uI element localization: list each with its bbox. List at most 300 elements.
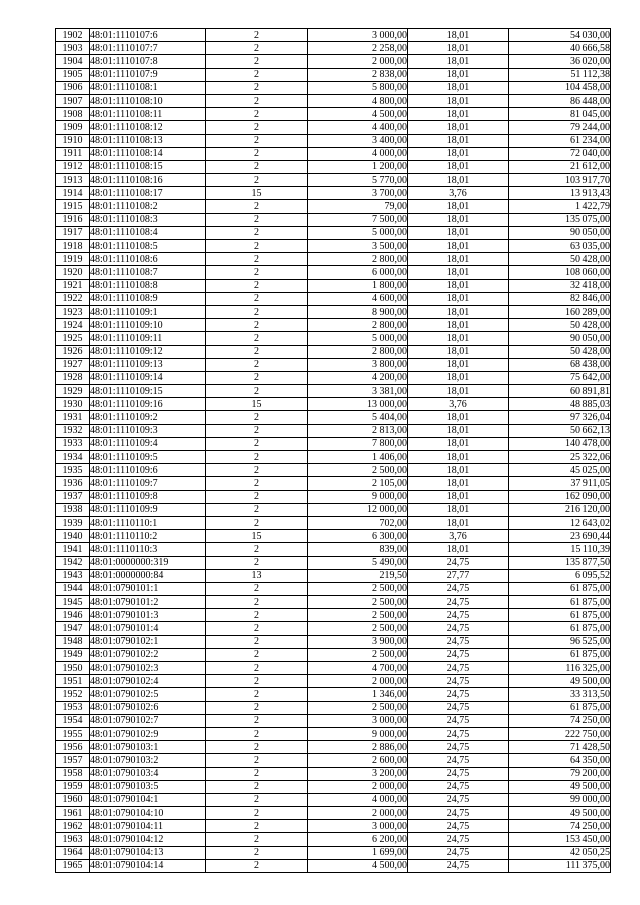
category-cell: 2 (206, 662, 308, 675)
category-cell: 2 (206, 437, 308, 450)
cadastral-number-cell: 48:01:1110108:11 (90, 108, 206, 121)
area-cell: 4 000,00 (308, 793, 408, 806)
value-cell: 54 030,00 (509, 29, 611, 42)
value-cell: 111 375,00 (509, 859, 611, 872)
area-cell: 4 600,00 (308, 292, 408, 305)
row-number-cell: 1961 (56, 807, 90, 820)
row-number-cell: 1952 (56, 688, 90, 701)
row-number-cell: 1960 (56, 793, 90, 806)
area-cell: 5 770,00 (308, 174, 408, 187)
category-cell: 2 (206, 371, 308, 384)
area-cell: 4 200,00 (308, 371, 408, 384)
area-cell: 4 700,00 (308, 662, 408, 675)
value-cell: 162 090,00 (509, 490, 611, 503)
cadastral-number-cell: 48:01:1110109:1 (90, 305, 206, 318)
row-number-cell: 1932 (56, 424, 90, 437)
category-cell: 2 (206, 675, 308, 688)
table-row (56, 727, 611, 740)
area-cell: 3 700,00 (308, 187, 408, 200)
category-cell: 2 (206, 345, 308, 358)
value-cell: 72 040,00 (509, 147, 611, 160)
value-cell: 135 877,50 (509, 556, 611, 569)
category-cell: 2 (206, 582, 308, 595)
category-cell: 2 (206, 147, 308, 160)
area-cell: 9 000,00 (308, 727, 408, 740)
table-row (56, 688, 611, 701)
value-cell: 50 428,00 (509, 253, 611, 266)
row-number-cell: 1963 (56, 833, 90, 846)
row-number-cell: 1950 (56, 662, 90, 675)
cadastral-number-cell: 48:01:1110108:14 (90, 147, 206, 160)
area-cell: 2 258,00 (308, 42, 408, 55)
area-cell: 2 000,00 (308, 780, 408, 793)
rate-cell: 18,01 (408, 451, 509, 464)
row-number-cell: 1908 (56, 108, 90, 121)
rate-cell: 3,76 (408, 530, 509, 543)
area-cell: 1 800,00 (308, 279, 408, 292)
rate-cell: 18,01 (408, 279, 509, 292)
table-row (56, 833, 611, 846)
value-cell: 61 875,00 (509, 701, 611, 714)
cadastral-number-cell: 48:01:1110108:7 (90, 266, 206, 279)
category-cell: 2 (206, 134, 308, 147)
area-cell: 702,00 (308, 516, 408, 529)
rate-cell: 18,01 (408, 516, 509, 529)
cadastral-number-cell: 48:01:1110109:12 (90, 345, 206, 358)
value-cell: 51 112,38 (509, 68, 611, 81)
table-row (56, 464, 611, 477)
area-cell: 3 900,00 (308, 635, 408, 648)
value-cell: 50 428,00 (509, 319, 611, 332)
row-number-cell: 1911 (56, 147, 90, 160)
table-row (56, 662, 611, 675)
cadastral-number-cell: 48:01:1110107:8 (90, 55, 206, 68)
rate-cell: 24,75 (408, 754, 509, 767)
value-cell: 153 450,00 (509, 833, 611, 846)
rate-cell: 18,01 (408, 81, 509, 94)
rate-cell: 24,75 (408, 793, 509, 806)
area-cell: 13 000,00 (308, 398, 408, 411)
rate-cell: 18,01 (408, 332, 509, 345)
cadastral-number-cell: 48:01:0790101:3 (90, 609, 206, 622)
value-cell: 45 025,00 (509, 464, 611, 477)
cadastral-number-cell: 48:01:0790102:4 (90, 675, 206, 688)
category-cell: 2 (206, 55, 308, 68)
rate-cell: 18,01 (408, 385, 509, 398)
area-cell: 1 406,00 (308, 451, 408, 464)
value-cell: 97 326,04 (509, 411, 611, 424)
rate-cell: 24,75 (408, 846, 509, 859)
row-number-cell: 1926 (56, 345, 90, 358)
rate-cell: 18,01 (408, 226, 509, 239)
category-cell: 13 (206, 569, 308, 582)
row-number-cell: 1956 (56, 741, 90, 754)
rate-cell: 18,01 (408, 437, 509, 450)
table-row (56, 160, 611, 173)
row-number-cell: 1903 (56, 42, 90, 55)
table-row (56, 503, 611, 516)
rate-cell: 18,01 (408, 292, 509, 305)
table-row (56, 108, 611, 121)
category-cell: 2 (206, 859, 308, 872)
cadastral-number-cell: 48:01:1110109:7 (90, 477, 206, 490)
table-row (56, 741, 611, 754)
category-cell: 2 (206, 385, 308, 398)
row-number-cell: 1940 (56, 530, 90, 543)
cadastral-number-cell: 48:01:1110109:16 (90, 398, 206, 411)
value-cell: 49 500,00 (509, 780, 611, 793)
value-cell: 86 448,00 (509, 94, 611, 107)
table-row (56, 345, 611, 358)
category-cell: 2 (206, 833, 308, 846)
category-cell: 2 (206, 266, 308, 279)
cadastral-number-cell: 48:01:0790102:3 (90, 662, 206, 675)
value-cell: 61 234,00 (509, 134, 611, 147)
cadastral-number-cell: 48:01:1110108:16 (90, 174, 206, 187)
table-row (56, 55, 611, 68)
row-number-cell: 1914 (56, 187, 90, 200)
table-row (56, 477, 611, 490)
value-cell: 40 666,58 (509, 42, 611, 55)
table-row (56, 451, 611, 464)
row-number-cell: 1954 (56, 714, 90, 727)
cadastral-number-cell: 48:01:0790102:5 (90, 688, 206, 701)
category-cell: 15 (206, 530, 308, 543)
area-cell: 8 900,00 (308, 305, 408, 318)
category-cell: 2 (206, 503, 308, 516)
value-cell: 6 095,52 (509, 569, 611, 582)
area-cell: 2 800,00 (308, 319, 408, 332)
cadastral-value-table (55, 28, 611, 873)
cadastral-number-cell: 48:01:1110108:10 (90, 94, 206, 107)
table-row (56, 490, 611, 503)
cadastral-number-cell: 48:01:0790103:5 (90, 780, 206, 793)
value-cell: 60 891,81 (509, 385, 611, 398)
category-cell: 2 (206, 477, 308, 490)
area-cell: 5 490,00 (308, 556, 408, 569)
cadastral-number-cell: 48:01:0790104:11 (90, 820, 206, 833)
value-cell: 21 612,00 (509, 160, 611, 173)
table-row (56, 385, 611, 398)
row-number-cell: 1959 (56, 780, 90, 793)
table-row (56, 635, 611, 648)
table-row (56, 253, 611, 266)
category-cell: 2 (206, 635, 308, 648)
row-number-cell: 1913 (56, 174, 90, 187)
category-cell: 2 (206, 780, 308, 793)
rate-cell: 18,01 (408, 305, 509, 318)
area-cell: 2 838,00 (308, 68, 408, 81)
rate-cell: 24,75 (408, 780, 509, 793)
table-row (56, 859, 611, 872)
rate-cell: 24,75 (408, 688, 509, 701)
category-cell: 2 (206, 688, 308, 701)
table-row (56, 358, 611, 371)
rate-cell: 24,75 (408, 675, 509, 688)
value-cell: 61 875,00 (509, 622, 611, 635)
category-cell: 2 (206, 490, 308, 503)
table-row (56, 530, 611, 543)
rate-cell: 18,01 (408, 55, 509, 68)
area-cell: 219,50 (308, 569, 408, 582)
category-cell: 2 (206, 807, 308, 820)
rate-cell: 18,01 (408, 358, 509, 371)
category-cell: 2 (206, 279, 308, 292)
value-cell: 116 325,00 (509, 662, 611, 675)
category-cell: 2 (206, 108, 308, 121)
area-cell: 2 000,00 (308, 675, 408, 688)
rate-cell: 18,01 (408, 42, 509, 55)
area-cell: 2 000,00 (308, 807, 408, 820)
cadastral-number-cell: 48:01:1110107:7 (90, 42, 206, 55)
cadastral-number-cell: 48:01:1110108:12 (90, 121, 206, 134)
row-number-cell: 1933 (56, 437, 90, 450)
table-row (56, 701, 611, 714)
row-number-cell: 1941 (56, 543, 90, 556)
rate-cell: 24,75 (408, 635, 509, 648)
rate-cell: 18,01 (408, 29, 509, 42)
category-cell: 2 (206, 451, 308, 464)
table-row (56, 147, 611, 160)
area-cell: 3 500,00 (308, 240, 408, 253)
area-cell: 2 800,00 (308, 253, 408, 266)
table-row (56, 305, 611, 318)
table-row (56, 648, 611, 661)
value-cell: 68 438,00 (509, 358, 611, 371)
area-cell: 2 500,00 (308, 622, 408, 635)
table-row (56, 411, 611, 424)
category-cell: 2 (206, 648, 308, 661)
value-cell: 96 525,00 (509, 635, 611, 648)
rate-cell: 18,01 (408, 490, 509, 503)
row-number-cell: 1917 (56, 226, 90, 239)
table-row (56, 174, 611, 187)
area-cell: 2 000,00 (308, 55, 408, 68)
area-cell: 3 400,00 (308, 134, 408, 147)
cadastral-number-cell: 48:01:1110108:4 (90, 226, 206, 239)
value-cell: 61 875,00 (509, 609, 611, 622)
value-cell: 32 418,00 (509, 279, 611, 292)
rate-cell: 18,01 (408, 477, 509, 490)
table-row (56, 437, 611, 450)
table-row (56, 81, 611, 94)
table-row (56, 187, 611, 200)
value-cell: 90 050,00 (509, 332, 611, 345)
area-cell: 2 500,00 (308, 582, 408, 595)
cadastral-number-cell: 48:01:1110108:9 (90, 292, 206, 305)
value-cell: 82 846,00 (509, 292, 611, 305)
cadastral-number-cell: 48:01:1110107:9 (90, 68, 206, 81)
category-cell: 2 (206, 424, 308, 437)
category-cell: 2 (206, 226, 308, 239)
cadastral-number-cell: 48:01:1110108:5 (90, 240, 206, 253)
table-row (56, 516, 611, 529)
table-row (56, 371, 611, 384)
rate-cell: 18,01 (408, 147, 509, 160)
category-cell: 2 (206, 714, 308, 727)
table-row (56, 582, 611, 595)
category-cell: 2 (206, 68, 308, 81)
row-number-cell: 1948 (56, 635, 90, 648)
cadastral-number-cell: 48:01:0000000:84 (90, 569, 206, 582)
rate-cell: 24,75 (408, 820, 509, 833)
value-cell: 61 875,00 (509, 582, 611, 595)
row-number-cell: 1906 (56, 81, 90, 94)
value-cell: 36 020,00 (509, 55, 611, 68)
area-cell: 4 000,00 (308, 147, 408, 160)
category-cell: 2 (206, 29, 308, 42)
cadastral-number-cell: 48:01:1110109:8 (90, 490, 206, 503)
cadastral-number-cell: 48:01:1110108:8 (90, 279, 206, 292)
value-cell: 75 642,00 (509, 371, 611, 384)
rate-cell: 24,75 (408, 582, 509, 595)
cadastral-number-cell: 48:01:0790104:1 (90, 793, 206, 806)
table-row (56, 266, 611, 279)
table-row (56, 240, 611, 253)
row-number-cell: 1916 (56, 213, 90, 226)
area-cell: 3 800,00 (308, 358, 408, 371)
value-cell: 160 289,00 (509, 305, 611, 318)
value-cell: 79 200,00 (509, 767, 611, 780)
rate-cell: 18,01 (408, 253, 509, 266)
cadastral-number-cell: 48:01:1110108:3 (90, 213, 206, 226)
row-number-cell: 1945 (56, 596, 90, 609)
rate-cell: 18,01 (408, 134, 509, 147)
rate-cell: 24,75 (408, 807, 509, 820)
rate-cell: 18,01 (408, 464, 509, 477)
area-cell: 3 381,00 (308, 385, 408, 398)
row-number-cell: 1930 (56, 398, 90, 411)
value-cell: 61 875,00 (509, 596, 611, 609)
category-cell: 2 (206, 121, 308, 134)
value-cell: 49 500,00 (509, 807, 611, 820)
cadastral-number-cell: 48:01:1110109:5 (90, 451, 206, 464)
row-number-cell: 1953 (56, 701, 90, 714)
rate-cell: 24,75 (408, 727, 509, 740)
row-number-cell: 1918 (56, 240, 90, 253)
table-row (56, 94, 611, 107)
cadastral-number-cell: 48:01:1110107:6 (90, 29, 206, 42)
table-row (56, 424, 611, 437)
row-number-cell: 1921 (56, 279, 90, 292)
cadastral-number-cell: 48:01:1110109:13 (90, 358, 206, 371)
row-number-cell: 1938 (56, 503, 90, 516)
table-row (56, 292, 611, 305)
rate-cell: 27,77 (408, 569, 509, 582)
category-cell: 2 (206, 253, 308, 266)
value-cell: 74 250,00 (509, 714, 611, 727)
area-cell: 5 000,00 (308, 226, 408, 239)
table-row (56, 121, 611, 134)
cadastral-number-cell: 48:01:1110109:14 (90, 371, 206, 384)
table-row (56, 398, 611, 411)
value-cell: 103 917,70 (509, 174, 611, 187)
row-number-cell: 1964 (56, 846, 90, 859)
cadastral-number-cell: 48:01:0790104:12 (90, 833, 206, 846)
cadastral-number-cell: 48:01:1110110:1 (90, 516, 206, 529)
area-cell: 2 500,00 (308, 596, 408, 609)
row-number-cell: 1942 (56, 556, 90, 569)
row-number-cell: 1904 (56, 55, 90, 68)
cadastral-number-cell: 48:01:1110108:2 (90, 200, 206, 213)
rate-cell: 24,75 (408, 833, 509, 846)
rate-cell: 18,01 (408, 213, 509, 226)
row-number-cell: 1902 (56, 29, 90, 42)
category-cell: 2 (206, 81, 308, 94)
row-number-cell: 1957 (56, 754, 90, 767)
value-cell: 33 313,50 (509, 688, 611, 701)
rate-cell: 24,75 (408, 859, 509, 872)
table-row (56, 332, 611, 345)
area-cell: 12 000,00 (308, 503, 408, 516)
cadastral-number-cell: 48:01:1110109:6 (90, 464, 206, 477)
cadastral-number-cell: 48:01:0790103:1 (90, 741, 206, 754)
rate-cell: 18,01 (408, 68, 509, 81)
area-cell: 1 200,00 (308, 160, 408, 173)
area-cell: 7 500,00 (308, 213, 408, 226)
cadastral-number-cell: 48:01:0790103:4 (90, 767, 206, 780)
row-number-cell: 1951 (56, 675, 90, 688)
cadastral-number-cell: 48:01:0790102:6 (90, 701, 206, 714)
rate-cell: 24,75 (408, 556, 509, 569)
area-cell: 5 404,00 (308, 411, 408, 424)
category-cell: 15 (206, 398, 308, 411)
table-row (56, 780, 611, 793)
row-number-cell: 1927 (56, 358, 90, 371)
row-number-cell: 1935 (56, 464, 90, 477)
category-cell: 2 (206, 160, 308, 173)
value-cell: 135 075,00 (509, 213, 611, 226)
row-number-cell: 1955 (56, 727, 90, 740)
category-cell: 2 (206, 213, 308, 226)
table-row (56, 596, 611, 609)
area-cell: 6 000,00 (308, 266, 408, 279)
row-number-cell: 1919 (56, 253, 90, 266)
rate-cell: 18,01 (408, 240, 509, 253)
row-number-cell: 1920 (56, 266, 90, 279)
value-cell: 49 500,00 (509, 675, 611, 688)
table-row (56, 200, 611, 213)
row-number-cell: 1958 (56, 767, 90, 780)
value-cell: 104 458,00 (509, 81, 611, 94)
value-cell: 140 478,00 (509, 437, 611, 450)
cadastral-number-cell: 48:01:1110109:10 (90, 319, 206, 332)
category-cell: 2 (206, 411, 308, 424)
row-number-cell: 1909 (56, 121, 90, 134)
row-number-cell: 1923 (56, 305, 90, 318)
row-number-cell: 1925 (56, 332, 90, 345)
rate-cell: 24,75 (408, 767, 509, 780)
value-cell: 42 050,25 (509, 846, 611, 859)
rate-cell: 18,01 (408, 160, 509, 173)
table-row (56, 846, 611, 859)
rate-cell: 24,75 (408, 741, 509, 754)
category-cell: 2 (206, 556, 308, 569)
cadastral-number-cell: 48:01:1110110:3 (90, 543, 206, 556)
cadastral-number-cell: 48:01:0790102:7 (90, 714, 206, 727)
row-number-cell: 1946 (56, 609, 90, 622)
row-number-cell: 1936 (56, 477, 90, 490)
category-cell: 2 (206, 305, 308, 318)
cadastral-number-cell: 48:01:1110109:3 (90, 424, 206, 437)
value-cell: 48 885,03 (509, 398, 611, 411)
area-cell: 1 699,00 (308, 846, 408, 859)
row-number-cell: 1922 (56, 292, 90, 305)
value-cell: 12 643,02 (509, 516, 611, 529)
area-cell: 79,00 (308, 200, 408, 213)
area-cell: 9 000,00 (308, 490, 408, 503)
table-row (56, 68, 611, 81)
